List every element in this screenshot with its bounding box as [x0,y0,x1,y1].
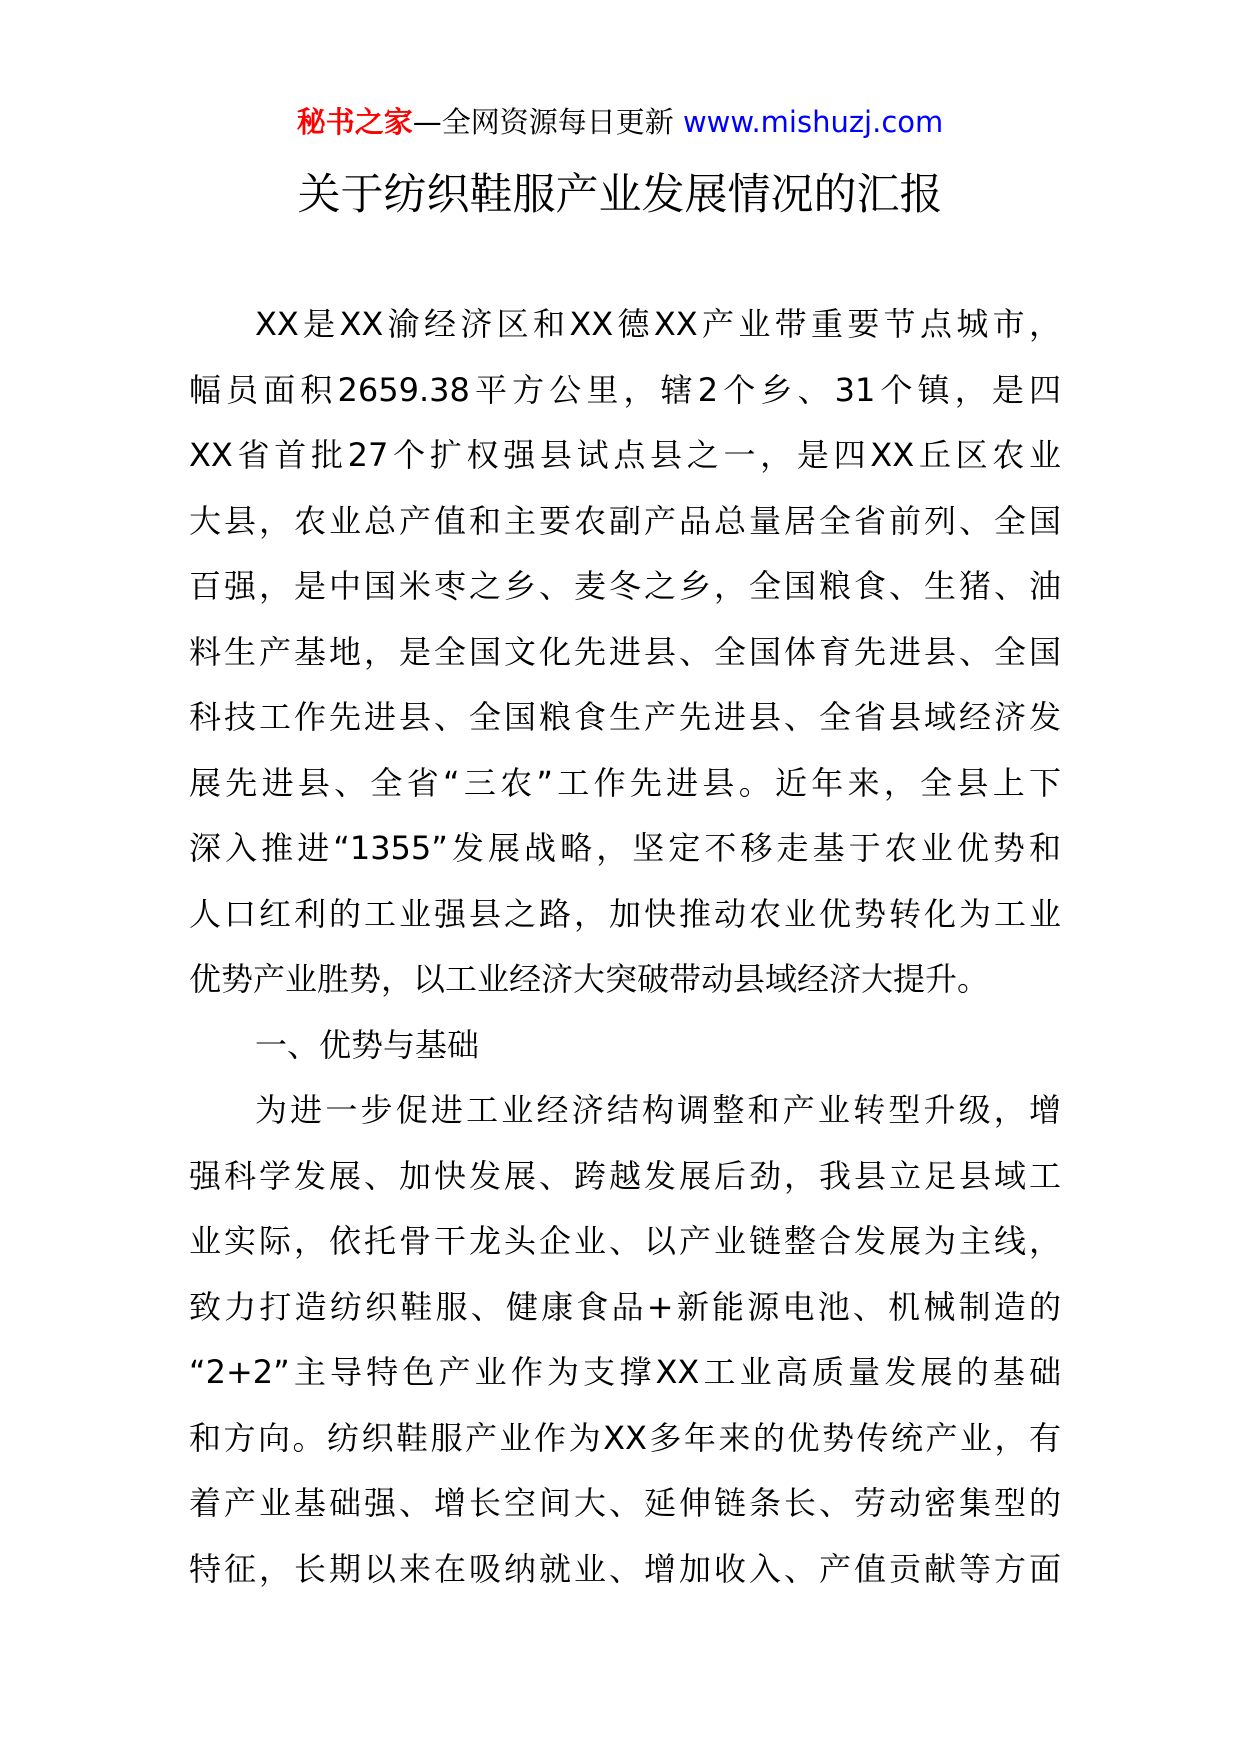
body-line: 科技工作先进县、全国粮食生产先进县、全省县域经济发 [189,698,1061,736]
body-line: 业实际，依托骨干龙头企业、以产业链整合发展为主线， [189,1222,1061,1260]
body-line: XX是XX渝经济区和XX德XX产业带重要节点城市， [255,305,1061,343]
body-line: XX省首批27个扩权强县试点县之一，是四XX丘区农业 [189,436,1061,474]
body-line: 着产业基础强、增长空间大、延伸链条长、劳动密集型的 [189,1484,1061,1522]
body-line: 幅员面积2659.38平方公里，辖2个乡、31个镇，是四 [189,370,1061,409]
site-url-link[interactable]: www.mishuzj.com [682,105,944,139]
brand-name: 秘书之家 [296,105,413,139]
body-line: 致力打造纺织鞋服、健康食品+新能源电池、机械制造的 [189,1287,1061,1326]
body-line: 百强，是中国米枣之乡、麦冬之乡，全国粮食、生猪、油 [189,567,1061,605]
site-tagline: —全网资源每日更新 [412,105,674,139]
body-line: 强科学发展、加快发展、跨越发展后劲，我县立足县域工 [189,1156,1061,1195]
section-heading: 一、优势与基础 [255,1025,480,1064]
body-line: 大县，农业总产值和主要农副产品总量居全省前列、全国 [189,501,1061,540]
site-header [0,102,1240,142]
body-line: 优势产业胜势，以工业经济大突破带动县域经济大提升。 [189,960,990,998]
body-line: 特征，长期以来在吸纳就业、增加收入、产值贡献等方面 [189,1549,1061,1588]
body-line: 展先进县、全省“三农”工作先进县。近年来，全县上下 [189,763,1061,802]
body-line: 人口红利的工业强县之路，加快推动农业优势转化为工业 [189,894,1061,933]
body-line: 和方向。纺织鞋服产业作为XX多年来的优势传统产业，有 [189,1418,1061,1457]
body-line: “2+2”主导特色产业作为支撑XX工业高质量发展的基础 [189,1353,1061,1391]
body-line: 深入推进“1355”发展战略，坚定不移走基于农业优势和 [189,829,1061,867]
body-line: 料生产基地，是全国文化先进县、全国体育先进县、全国 [189,632,1061,671]
document-body [189,292,1061,1602]
body-line: 为进一步促进工业经济结构调整和产业转型升级，增 [255,1091,1061,1129]
document-title: 关于纺织鞋服产业发展情况的汇报 [297,170,943,220]
